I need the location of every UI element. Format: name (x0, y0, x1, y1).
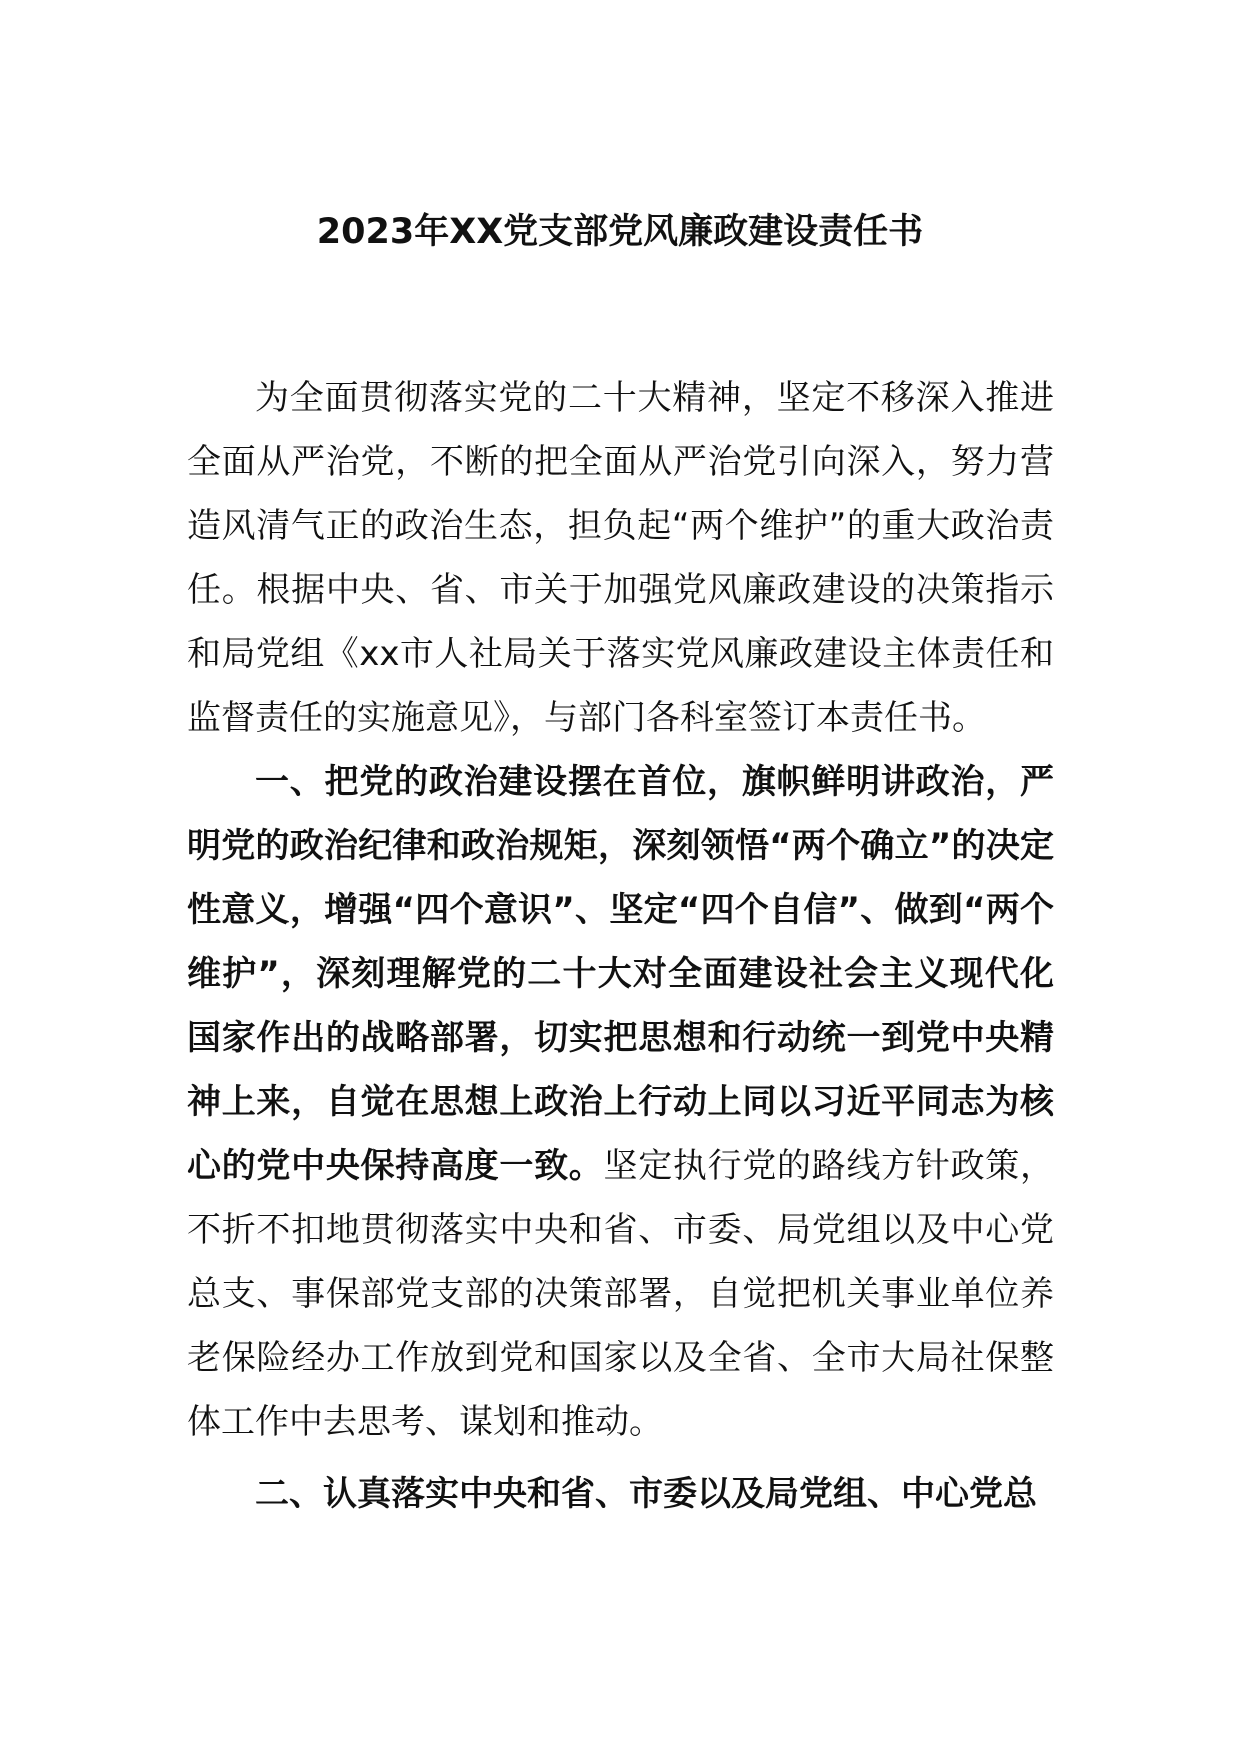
intro-paragraph (187, 366, 1054, 750)
document-title: 2023年XX党支部党风廉政建设责任书 (316, 212, 924, 252)
document-body (187, 366, 1054, 1526)
section-1-body-text: 坚定执行党的路线方针政策，不折不扣地贯彻落实中央和省、市委、局党组以及中心党总支、事保部党支部的决策部署，自觉把机关事业单位养老保险经办工作放到党和国家以及全省、全市大局社保整体工作中去思考、谋划和推动。 (187, 1146, 1054, 1442)
section-2-heading-text: 二、认真落实中央和省、市委以及局党组、中心党总 (255, 1474, 1037, 1514)
section-2-paragraph (187, 1462, 1054, 1526)
section-1-heading-text: 一、把党的政治建设摆在首位，旗帜鲜明讲政治，严明党的政治纪律和政治规矩，深刻领悟“两个确立”的决定性意义，增强“四个意识”、坚定“四个自信”、做到“两个维护”，深刻理解党的二十大对全面建设社会主义现代化国家作出的战略部署，切实把思想和行动统一到党中央精神上来，自觉在思想上政治上行动上同以习近平同志为核心的党中央保持高度一致。 (187, 762, 1054, 1186)
intro-text: 为全面贯彻落实党的二十大精神，坚定不移深入推进全面从严治党，不断的把全面从严治党引向深入，努力营造风清气正的政治生态，担负起“两个维护”的重大政治责任。根据中央、省、市关于加强党风廉政建设的决策指示和局党组《xx市人社局关于落实党风廉政建设主体责任和监督责任的实施意见》，与部门各科室签订本责任书。 (187, 378, 1054, 738)
section-1-paragraph (187, 750, 1054, 1454)
